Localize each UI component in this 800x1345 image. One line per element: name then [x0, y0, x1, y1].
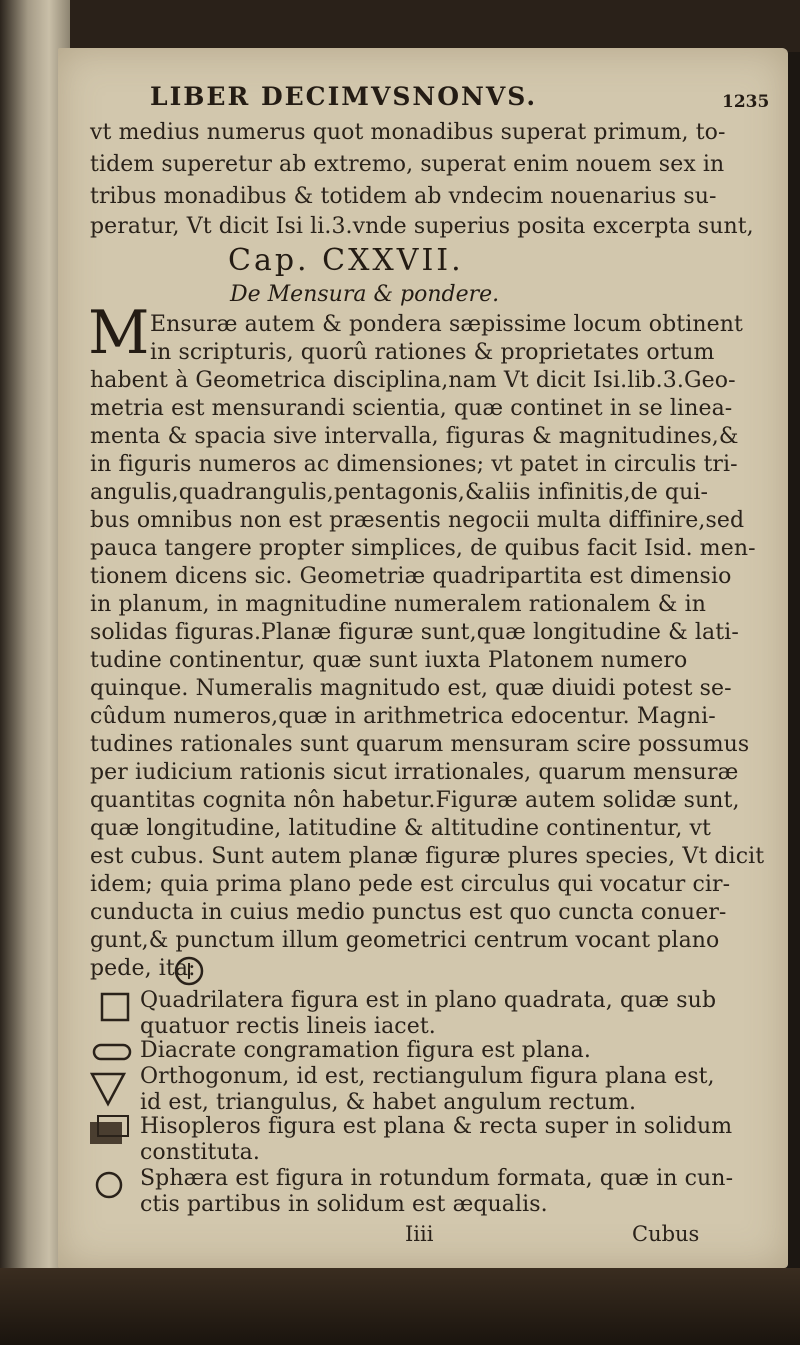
body-line: metria est mensurandi scientia, quæ continet in se linea- — [90, 396, 733, 421]
intro-line: vt medius numerus quot monadibus superat primum, to- — [90, 120, 726, 145]
chapter-title: Cap. CXXVII. — [228, 243, 464, 278]
top-edge-shadow — [70, 0, 800, 52]
body-line: quantitas cognita nôn habetur.Figuræ autem solidæ sunt, — [90, 788, 740, 813]
body-line: cunducta in cuius medio punctus est quo cuncta conuer- — [90, 900, 727, 925]
figure-line: id est, triangulus, & habet angulum rectum. — [140, 1090, 637, 1115]
body-line: pede, ita: — [90, 956, 196, 981]
body-line: solidas figuras.Planæ figuræ sunt,quæ longitudine & lati- — [90, 620, 739, 645]
figure-line: constituta. — [140, 1140, 260, 1165]
page-number: 1235 — [722, 92, 770, 112]
body-line: tudines rationales sunt quarum mensuram scire possumus — [90, 732, 750, 757]
body-line: in planum, in magnitudine numeralem rationalem & in — [90, 592, 706, 617]
oblong-icon — [90, 1040, 134, 1064]
catchword: Cubus — [632, 1222, 700, 1246]
body-line: Ensuræ autem & pondera sæpissime locum obtinent — [150, 312, 743, 337]
running-header: LIBER DECIMVSNONVS. — [150, 82, 538, 111]
sphere-icon — [92, 1168, 126, 1202]
triangle-icon — [88, 1068, 128, 1108]
body-line: gunt,& punctum illum geometrici centrum vocant plano — [90, 928, 720, 953]
figure-line: quatuor rectis lineis iacet. — [140, 1014, 436, 1039]
body-line: quinque. Numeralis magnitudo est, quæ diuidi potest se- — [90, 676, 732, 701]
body-line: in figuris numeros ac dimensiones; vt patet in circulis tri- — [90, 452, 738, 477]
body-line: est cubus. Sunt autem planæ figuræ plures species, Vt dicit — [90, 844, 765, 869]
body-line: in scripturis, quorû rationes & proprietates ortum — [150, 340, 715, 365]
body-line: tudine continentur, quæ sunt iuxta Platonem numero — [90, 648, 688, 673]
square-icon — [98, 990, 132, 1024]
figure-line: Sphæra est figura in rotundum formata, quæ in cun- — [140, 1166, 734, 1191]
signature-mark: Iiii — [405, 1222, 434, 1246]
figure-line: Hisopleros figura est plana & recta super in solidum — [140, 1114, 733, 1139]
intro-line: tribus monadibus & totidem ab vndecim nouenarius su- — [90, 184, 717, 209]
body-line: pauca tangere propter simplices, de quibus facit Isid. men- — [90, 536, 756, 561]
solid-icon — [84, 1114, 130, 1150]
drop-cap: M — [88, 298, 150, 368]
body-line: quæ longitudine, latitudine & altitudine continentur, vt — [90, 816, 711, 841]
chapter-subtitle: De Mensura & pondere. — [230, 282, 500, 307]
body-line: bus omnibus non est præsentis negocii multa diffinire,sed — [90, 508, 745, 533]
intro-line: tidem superetur ab extremo, superat enim nouem sex in — [90, 152, 725, 177]
body-line: cûdum numeros,quæ in arithmetrica edocentur. Magni- — [90, 704, 716, 729]
figure-line: Quadrilatera figura est in plano quadrata, quæ sub — [140, 988, 717, 1013]
intro-line: peratur, Vt dicit Isi li.3.vnde superius posita excerpta sunt, — [90, 214, 754, 239]
body-line: menta & spacia sive intervalla, figuras & magnitudines,& — [90, 424, 739, 449]
body-line: tionem dicens sic. Geometriæ quadripartita est dimensio — [90, 564, 732, 589]
figure-line: Diacrate congramation figura est plana. — [140, 1038, 591, 1063]
figure-line: Orthogonum, id est, rectiangulum figura plana est, — [140, 1064, 715, 1089]
circle-figure-icon — [172, 954, 206, 988]
body-line: angulis,quadrangulis,pentagonis,&aliis infinitis,de qui- — [90, 480, 709, 505]
bottom-edge-shadow — [0, 1268, 800, 1345]
figure-line: ctis partibus in solidum est æqualis. — [140, 1192, 548, 1217]
body-line: per iudicium rationis sicut irrationales, quarum mensuræ — [90, 760, 739, 785]
body-line: idem; quia prima plano pede est circulus qui vocatur cir- — [90, 872, 731, 897]
body-line: habent à Geometrica disciplina,nam Vt dicit Isi.lib.3.Geo- — [90, 368, 736, 393]
